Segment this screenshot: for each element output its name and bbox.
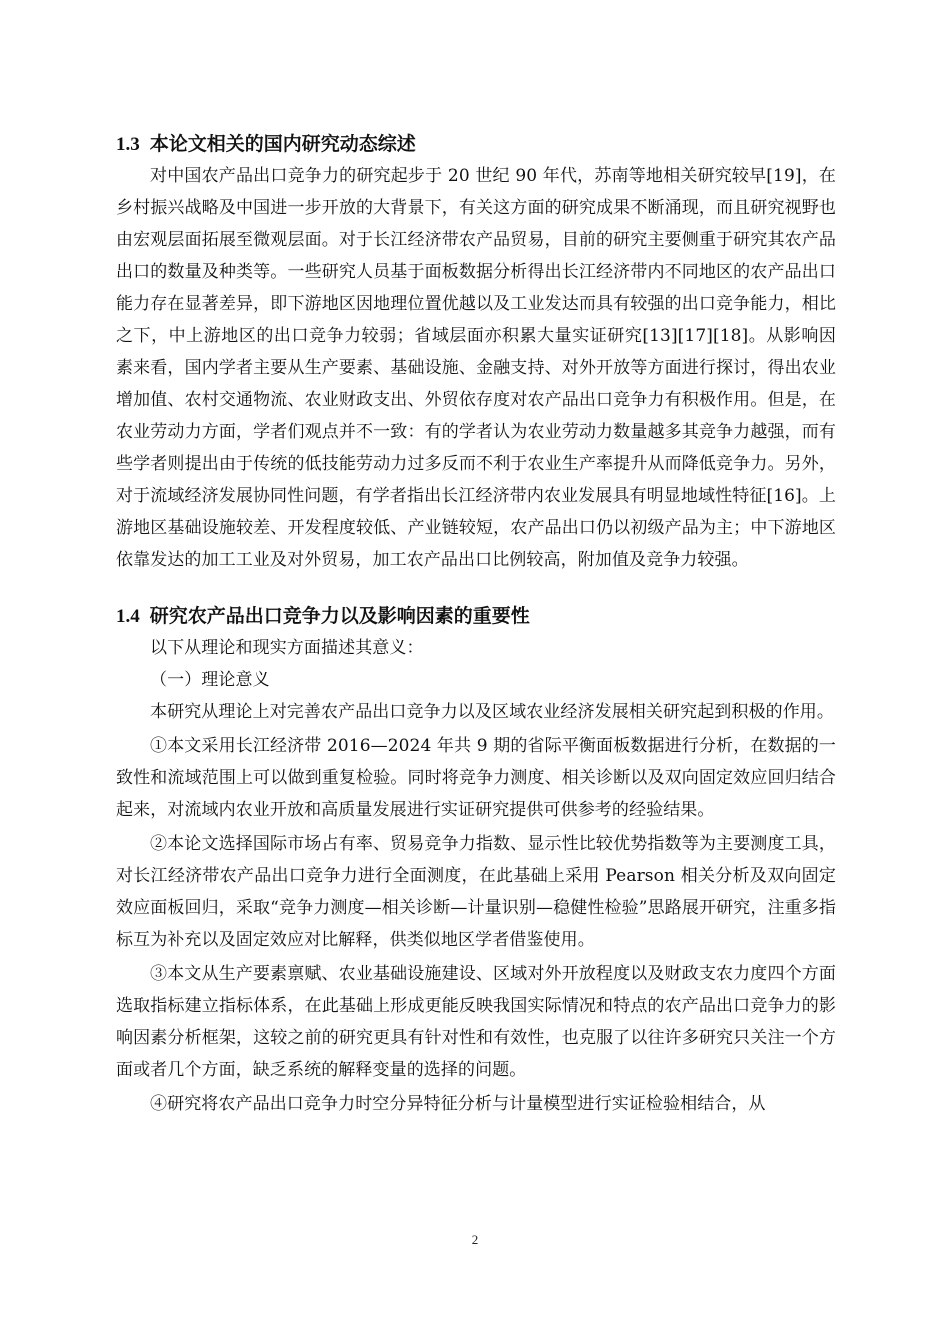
section-heading-1-4	[116, 600, 836, 632]
page-content	[116, 128, 836, 1120]
paragraph: 对中国农产品出口竞争力的研究起步于 20 世纪 90 年代，苏南等地相关研究较早[19]，在乡村振兴战略及中国进一步开放的大背景下，有关这方面的研究成果不断涌现，而且研究视野也由宏观层面拓展至微观层面。对于长江经济带农产品贸易，目前的研究主要侧重于研究其农产品出口的数量及种类等。一些研究人员基于面板数据分析得出长江经济带内不同地区的农产品出口能力存在显著差异，即下游地区因地理位置优越以及工业发达而具有较强的出口竞争能力，相比之下，中上游地区的出口竞争力较弱；省域层面亦积累大量实证研究[13][17][18]。从影响因素来看，国内学者主要从生产要素、基础设施、金融支持、对外开放等方面进行探讨，得出农业增加值、农村交通物流、农业财政支出、外贸依存度对农产品出口竞争力有积极作用。但是，在农业劳动力方面，学者们观点并不一致：有的学者认为农业劳动力数量越多其竞争力越强，而有些学者则提出由于传统的低技能劳动力过多反而不利于农业生产率提升从而降低竞争力。另外，对于流域经济发展协同性问题，有学者指出长江经济带内农业发展具有明显地域性特征[16]。上游地区基础设施较差、开发程度较低、产业链较短，农产品出口仍以初级产品为主；中下游地区依靠发达的加工工业及对外贸易，加工农产品出口比例较高，附加值及竞争力较强。	[116, 166, 836, 570]
paragraph: 以下从理论和现实方面描述其意义：	[150, 638, 424, 658]
subheading: （一）理论意义	[150, 670, 270, 690]
section-heading-1-3	[116, 128, 836, 160]
section-number: 1.4	[116, 606, 140, 627]
paragraph: 本研究从理论上对完善农产品出口竞争力以及区域农业经济发展相关研究起到积极的作用。	[150, 702, 834, 722]
paragraph: ③本文从生产要素禀赋、农业基础设施建设、区域对外开放程度以及财政支农力度四个方面选取指标建立指标体系，在此基础上形成更能反映我国实际情况和特点的农产品出口竞争力的影响因素分析框架，这较之前的研究更具有针对性和有效性，也克服了以往许多研究只关注一个方面或者几个方面，缺乏系统的解释变量的选择的问题。	[116, 964, 836, 1080]
section-title: 研究农产品出口竞争力以及影响因素的重要性	[149, 605, 530, 627]
section-title: 本论文相关的国内研究动态综述	[149, 133, 416, 155]
section-number: 1.3	[116, 134, 140, 155]
paragraph: ①本文采用长江经济带 2016—2024 年共 9 期的省际平衡面板数据进行分析，在数据的一致性和流域范围上可以做到重复检验。同时将竞争力测度、相关诊断以及双向固定效应回归结合起来，对流域内农业开放和高质量发展进行实证研究提供可供参考的经验结果。	[116, 736, 836, 820]
page-number: 2	[471, 1232, 479, 1247]
paragraph: ②本论文选择国际市场占有率、贸易竞争力指数、显示性比较优势指数等为主要测度工具，对长江经济带农产品出口竞争力进行全面测度，在此基础上采用 Pearson 相关分析及双向固定效应面板回归，采取“竞争力测度—相关诊断—计量识别—稳健性检验”思路展开研究，注重多指标互为补充以及固定效应对比解释，供类似地区学者借鉴使用。	[116, 834, 836, 950]
paragraph: ④研究将农产品出口竞争力时空分异特征分析与计量模型进行实证检验相结合，从	[150, 1094, 766, 1114]
